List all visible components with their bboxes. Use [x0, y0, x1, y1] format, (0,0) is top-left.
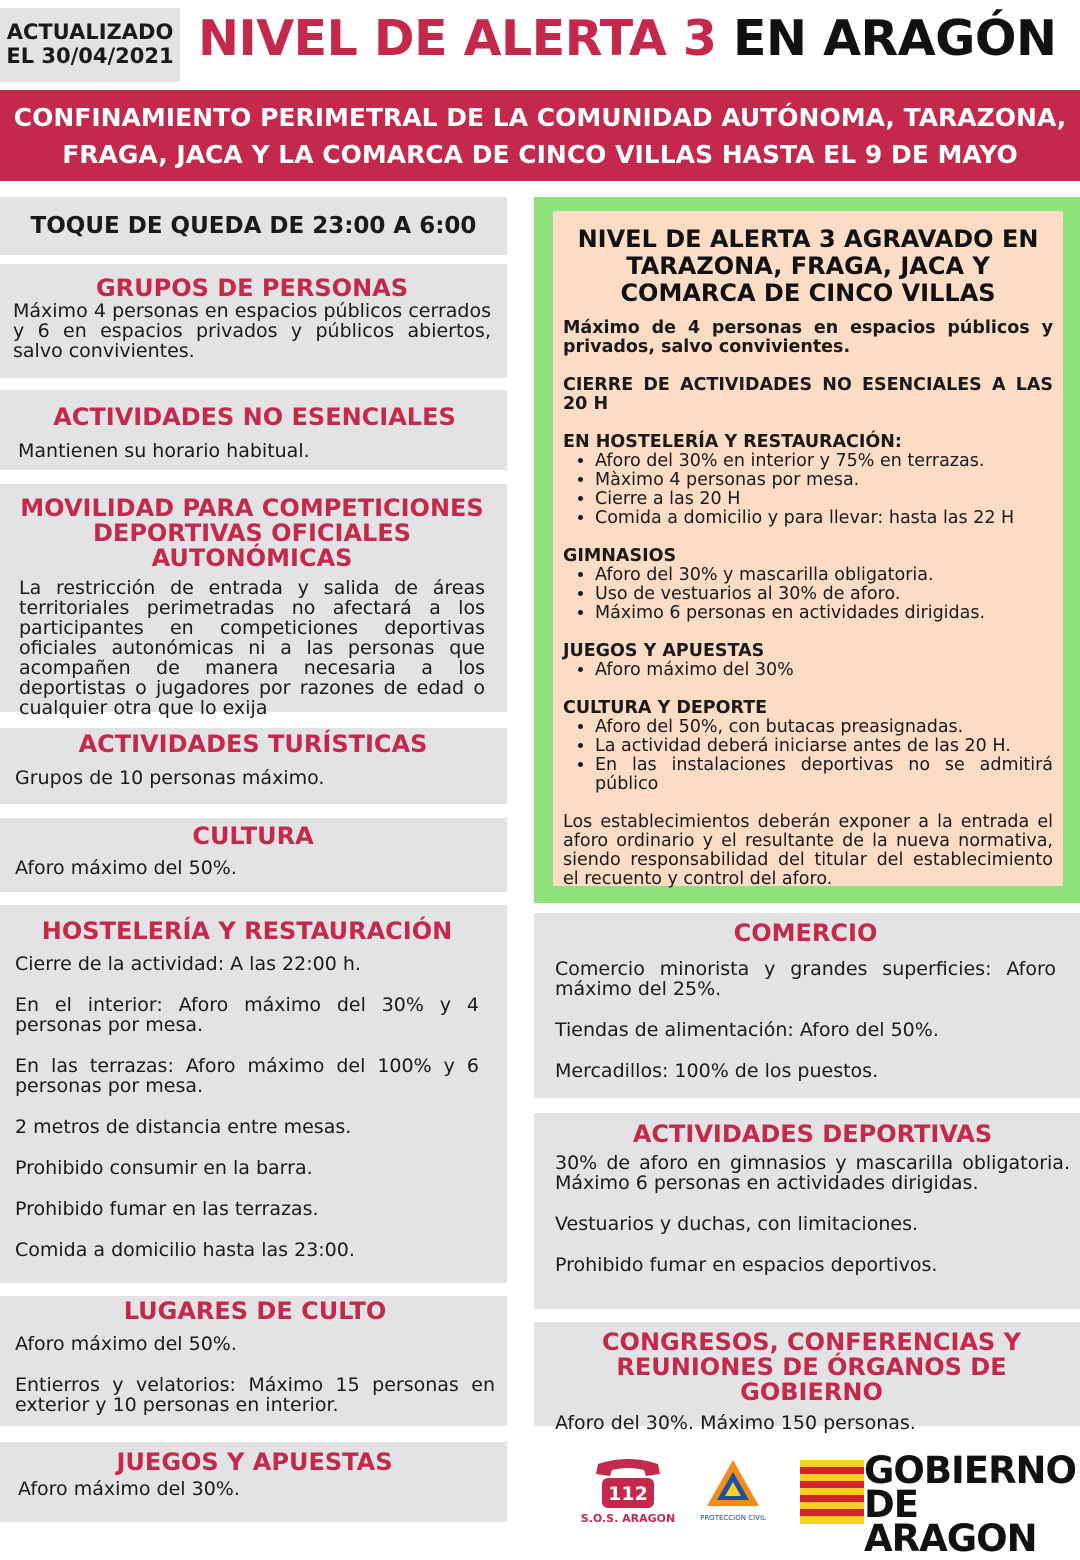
section-grupos: [0, 264, 507, 378]
list-item: • Máximo 6 personas en actividades dirigidas.: [595, 604, 1053, 623]
agravado-hosteleria-list: [563, 452, 1053, 528]
list-item: Tiendas de alimentación: Aforo del 50%.: [555, 1019, 939, 1041]
curfew-box: [0, 197, 507, 255]
gov-line-2: DE ARAGON: [864, 1483, 1037, 1560]
agravado-juegos-heading: JUEGOS Y APUESTAS: [563, 641, 765, 661]
agravado-title-line-2: TARAZONA, FRAGA, JACA Y: [626, 252, 990, 280]
banner-line-1: CONFINAMIENTO PERIMETRAL DE LA COMUNIDAD AUTÓNOMA, TARAZONA,: [13, 103, 1067, 132]
section-congresos: [534, 1322, 1080, 1434]
section-comercio: [534, 913, 1080, 1098]
list-item: Comercio minorista y grandes superficies: Aforo máximo del 25%.: [555, 958, 1056, 1000]
section-movilidad: [0, 484, 507, 719]
page-title-region: EN ARAGÓN: [733, 10, 1057, 67]
section-title-line-1: MOVILIDAD PARA COMPETICIONES: [20, 494, 484, 522]
section-title: COMERCIO: [733, 919, 878, 947]
pc-label: PROTECCION CIVIL: [700, 1514, 766, 1522]
lockdown-banner: [0, 90, 1080, 181]
list-item: Cierre de la actividad: A las 22:00 h.: [15, 953, 361, 975]
list-item: En el interior: Aforo máximo del 30% y 4 personas por mesa.: [15, 994, 479, 1036]
updated-date-badge: [0, 8, 180, 82]
list-item: Entierros y velatorios: Máximo 15 personas en exterior y 10 personas en interior.: [15, 1374, 495, 1416]
curfew-text: TOQUE DE QUEDA DE 23:00 A 6:00: [30, 213, 477, 239]
agravado-title: [563, 226, 1053, 307]
agravado-gimnasios-list: [563, 566, 1053, 623]
agravado-panel: [553, 211, 1063, 889]
section-text: La restricción de entrada y salida de áreas territoriales perimetradas no afectará a los participantes en competiciones deportivas oficiales autonómicas ni a las personas que acompañen de manera necesaria a los deportistas o jugadores por razones de edad o cualquier otra que lo exija: [19, 577, 485, 719]
section-culto: [0, 1296, 507, 1426]
section-text: Aforo máximo del 50%.: [15, 857, 237, 879]
list-item: Mercadillos: 100% de los puestos.: [555, 1060, 879, 1082]
sos-number: 112: [608, 1483, 648, 1505]
gobierno-aragon-logo: [864, 1449, 1080, 1560]
section-juegos: [0, 1442, 507, 1522]
logos-footer: [580, 1440, 1080, 1560]
proteccion-civil-logo: [700, 1458, 766, 1524]
sos-aragon-logo: [580, 1456, 676, 1526]
page-title: [198, 10, 1057, 67]
list-item: Prohibido consumir en la barra.: [15, 1157, 313, 1179]
section-cultura: [0, 818, 507, 892]
sos-label: S.O.S. ARAGON: [580, 1512, 676, 1525]
list-item: Comida a domicilio hasta las 23:00.: [15, 1239, 355, 1261]
section-title: ACTIVIDADES NO ESENCIALES: [53, 403, 456, 431]
list-item: • La actividad deberá iniciarse antes de las 20 H.: [595, 737, 1053, 756]
section-title-line-2: REUNIONES DE ÓRGANOS DE GOBIERNO: [616, 1353, 1007, 1406]
list-item: Prohibido fumar en las terrazas.: [15, 1198, 319, 1220]
agravado-juegos-list: [563, 661, 1053, 680]
list-item: • Aforo del 50%, con butacas preasignadas.: [595, 718, 1053, 737]
aragon-flag-icon: [800, 1460, 864, 1524]
list-item: Aforo máximo del 50%.: [15, 1333, 237, 1355]
section-text: Aforo máximo del 30%.: [18, 1478, 240, 1500]
banner-line-2: FRAGA, JACA Y LA COMARCA DE CINCO VILLAS HASTA EL 9 DE MAYO: [62, 140, 1018, 169]
list-item: 30% de aforo en gimnasios y mascarilla obligatoria. Máximo 6 personas en actividades dirigidas.: [555, 1152, 1070, 1194]
agravado-intro: Máximo de 4 personas en espacios públicos y privados, salvo convivientes.: [563, 318, 1053, 357]
section-title: LUGARES DE CULTO: [123, 1297, 387, 1325]
section-title: CULTURA: [192, 822, 314, 850]
page-title-alert-level: NIVEL DE ALERTA 3: [198, 10, 717, 67]
section-title: HOSTELERÍA Y RESTAURACIÓN: [41, 917, 453, 945]
section-title-line-2: DEPORTIVAS OFICIALES AUTONÓMICAS: [93, 519, 411, 572]
agravado-cultura-list: [563, 718, 1053, 794]
updated-label: ACTUALIZADO: [6, 20, 174, 44]
list-item: • Aforo del 30% en interior y 75% en terrazas.: [595, 452, 1053, 471]
list-item: • Comida a domicilio y para llevar: hasta las 22 H: [595, 509, 1053, 528]
section-deportivas: [534, 1113, 1080, 1309]
agravado-gimnasios-heading: GIMNASIOS: [563, 546, 677, 566]
agravado-title-line-3: COMARCA DE CINCO VILLAS: [620, 279, 996, 307]
list-item: • En las instalaciones deportivas no se admitirá público: [595, 756, 1053, 794]
section-title: JUEGOS Y APUESTAS: [116, 1448, 393, 1476]
list-item: 2 metros de distancia entre mesas.: [15, 1116, 352, 1138]
list-item: Vestuarios y duchas, con limitaciones.: [555, 1213, 919, 1235]
agravado-title-line-1: NIVEL DE ALERTA 3 AGRAVADO EN: [577, 225, 1039, 253]
agravado-cierre: CIERRE DE ACTIVIDADES NO ESENCIALES A LAS 20 H: [563, 375, 1053, 414]
list-item: • Aforo máximo del 30%: [595, 661, 1053, 680]
section-text: Grupos de 10 personas máximo.: [15, 767, 325, 789]
section-turisticas: [0, 728, 507, 804]
section-no-esenciales: [0, 390, 507, 470]
list-item: Prohibido fumar en espacios deportivos.: [555, 1254, 938, 1276]
section-text: Mantienen su horario habitual.: [18, 440, 310, 462]
gov-line-1: GOBIERNO: [864, 1449, 1076, 1492]
section-title-line-1: CONGRESOS, CONFERENCIAS Y: [601, 1328, 1022, 1356]
agravado-hosteleria-heading: EN HOSTELERÍA Y RESTAURACIÓN:: [563, 432, 902, 452]
updated-date: EL 30/04/2021: [6, 44, 174, 68]
list-item: • Aforo del 30% y mascarilla obligatoria.: [595, 566, 1053, 585]
list-item: • Uso de vestuarios al 30% de aforo.: [595, 585, 1053, 604]
section-text: Aforo del 30%. Máximo 150 personas.: [555, 1412, 916, 1434]
section-title: GRUPOS DE PERSONAS: [95, 274, 409, 302]
section-hosteleria: [0, 905, 507, 1283]
agravado-footer: Los establecimientos deberán exponer a la entrada el aforo ordinario y el resultante de la nueva normativa, siendo responsabilidad del titular del establecimiento el recuento y control del aforo.: [563, 812, 1053, 889]
section-title: ACTIVIDADES TURÍSTICAS: [78, 730, 428, 758]
section-title: ACTIVIDADES DEPORTIVAS: [632, 1120, 993, 1148]
agravado-cultura-heading: CULTURA Y DEPORTE: [563, 698, 768, 718]
list-item: En las terrazas: Aforo máximo del 100% y 6 personas por mesa.: [15, 1055, 479, 1097]
list-item: • Cierre a las 20 H: [595, 490, 1053, 509]
section-text: Máximo 4 personas en espacios públicos cerrados y 6 en espacios privados y públicos abiertos, salvo convivientes.: [13, 300, 491, 362]
list-item: • Màximo 4 personas por mesa.: [595, 471, 1053, 490]
